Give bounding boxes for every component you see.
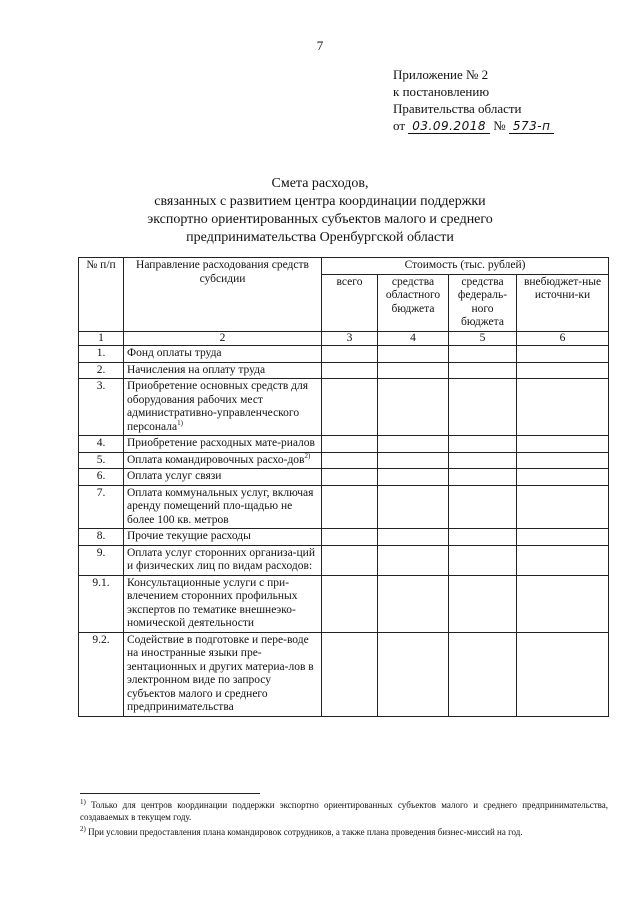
row-direction-text: Оплата коммунальных услуг, включая аренду помещений пло-щадью не более 100 кв. метров (127, 486, 314, 526)
title-line-1: Смета расходов, (271, 176, 369, 191)
empty-value-cell (322, 362, 378, 379)
row-number: 4. (79, 436, 124, 453)
table-row (79, 436, 609, 453)
empty-value-cell (449, 632, 517, 716)
footnote-2 (80, 827, 608, 839)
row-direction-text: Приобретение расходных мате-риалов (127, 437, 315, 449)
empty-value-cell (378, 452, 449, 469)
empty-value-cell (517, 469, 609, 486)
empty-value-cell (449, 575, 517, 632)
index-cell: 3 (322, 331, 378, 346)
number-label: № (493, 118, 506, 133)
appendix-line-3: Правительства области (393, 101, 522, 116)
row-direction-text: Содействие в подготовке и пере-воде на иностранные языки пре-зентационных и других материа-лов в электронном виде по запросу субъектов малого и среднего предпринимательства (127, 633, 314, 713)
empty-value-cell (449, 529, 517, 546)
footnote-1-text: Только для центров координации поддержки экспортно ориентированных субъектов малого и среднего предпринимательства, создаваемых в текущем году. (80, 800, 608, 822)
empty-value-cell (378, 346, 449, 363)
row-direction-text: Консультационные услуги с при-влечением сторонних профильных экспертов по тематике внешнеэко-номической деятельности (127, 576, 298, 629)
appendix-line-1: Приложение № 2 (393, 67, 489, 82)
empty-value-cell (378, 545, 449, 575)
empty-value-cell (322, 485, 378, 529)
empty-value-cell (322, 379, 378, 436)
row-direction-text: Фонд оплаты труда (127, 347, 222, 359)
header-federal: средства федераль-ного бюджета (449, 274, 517, 331)
table-row (79, 545, 609, 575)
empty-value-cell (517, 452, 609, 469)
row-number: 9. (79, 545, 124, 575)
empty-value-cell (378, 485, 449, 529)
empty-value-cell (322, 545, 378, 575)
empty-value-cell (378, 529, 449, 546)
empty-value-cell (449, 452, 517, 469)
empty-value-cell (449, 362, 517, 379)
row-number: 5. (79, 452, 124, 469)
empty-value-cell (322, 452, 378, 469)
appendix-block (393, 66, 554, 135)
table-row (79, 379, 609, 436)
empty-value-cell (517, 529, 609, 546)
row-direction (124, 379, 322, 436)
header-total: всего (322, 274, 378, 331)
index-cell: 1 (79, 331, 124, 346)
row-number: 9.1. (79, 575, 124, 632)
row-direction (124, 362, 322, 379)
empty-value-cell (322, 436, 378, 453)
empty-value-cell (322, 346, 378, 363)
row-direction-text: Приобретение основных средств для оборудования рабочих мест административно-управленческого персонала (127, 380, 309, 433)
row-direction (124, 436, 322, 453)
title-line-3: экспортно ориентированных субъектов малого и среднего (147, 212, 493, 227)
row-number: 2. (79, 362, 124, 379)
row-direction-text: Оплата командировочных расхо-дов (127, 453, 305, 466)
empty-value-cell (449, 485, 517, 529)
footnote-ref: 2) (304, 451, 311, 460)
empty-value-cell (378, 362, 449, 379)
table-row (79, 469, 609, 486)
table-row (79, 452, 609, 469)
document-title (0, 175, 640, 247)
empty-value-cell (378, 436, 449, 453)
empty-value-cell (517, 436, 609, 453)
footnotes (80, 800, 608, 843)
footnote-2-mark: 2) (80, 825, 86, 833)
row-direction-text: Прочие текущие расходы (127, 530, 251, 542)
table-row (79, 632, 609, 716)
index-cell: 6 (517, 331, 609, 346)
row-number: 7. (79, 485, 124, 529)
row-number: 9.2. (79, 632, 124, 716)
footnote-1 (80, 800, 608, 823)
row-number: 3. (79, 379, 124, 436)
header-cost: Стоимость (тыс. рублей) (322, 258, 609, 275)
empty-value-cell (322, 575, 378, 632)
row-direction-text: Начисления на оплату труда (127, 363, 266, 376)
empty-value-cell (378, 379, 449, 436)
row-direction-text: Оплата услуг сторонних организа-ций и физических лиц по видам расходов: (127, 546, 315, 572)
table-row (79, 362, 609, 379)
row-number: 8. (79, 529, 124, 546)
empty-value-cell (517, 545, 609, 575)
footnote-2-text: При условии предоставления плана командировок сотрудников, а также плана проведения бизнес-миссий на год. (88, 827, 523, 837)
empty-value-cell (449, 379, 517, 436)
row-number: 1. (79, 346, 124, 363)
empty-value-cell (449, 436, 517, 453)
footnote-1-mark: 1) (80, 798, 86, 806)
row-direction-text: Оплата услуг связи (127, 470, 222, 482)
empty-value-cell (517, 362, 609, 379)
footnote-ref: 1) (177, 418, 183, 427)
row-direction (124, 545, 322, 575)
empty-value-cell (378, 469, 449, 486)
from-label: от (393, 118, 406, 133)
index-cell: 5 (449, 331, 517, 346)
empty-value-cell (449, 346, 517, 363)
title-line-4: предпринимательства Оренбургской области (186, 230, 454, 245)
row-direction (124, 485, 322, 529)
title-line-2: связанных с развитием центра координации поддержки (154, 194, 486, 209)
empty-value-cell (517, 485, 609, 529)
header-regional: средства областного бюджета (378, 274, 449, 331)
empty-value-cell (517, 346, 609, 363)
row-direction (124, 452, 322, 469)
table-row (79, 575, 609, 632)
index-cell: 4 (378, 331, 449, 346)
index-cell: 2 (124, 331, 322, 346)
empty-value-cell (517, 575, 609, 632)
empty-value-cell (378, 575, 449, 632)
cost-estimate-table (78, 257, 609, 717)
row-direction (124, 469, 322, 486)
empty-value-cell (449, 545, 517, 575)
index-row (79, 331, 609, 346)
handwritten-number: 573-п (509, 119, 555, 134)
row-direction (124, 632, 322, 716)
row-number: 6. (79, 469, 124, 486)
empty-value-cell (322, 632, 378, 716)
empty-value-cell (322, 469, 378, 486)
header-offbudget: внебюджет-ные источни-ки (517, 274, 609, 331)
table-row (79, 529, 609, 546)
appendix-date-line (393, 117, 554, 135)
footnote-divider (80, 793, 260, 794)
row-direction (124, 529, 322, 546)
empty-value-cell (378, 632, 449, 716)
appendix-line-2: к постановлению (393, 84, 490, 99)
empty-value-cell (517, 632, 609, 716)
page-number: 7 (316, 38, 324, 53)
row-direction (124, 575, 322, 632)
empty-value-cell (449, 469, 517, 486)
row-direction (124, 346, 322, 363)
table-row (79, 485, 609, 529)
header-direction: Направление расходования средств субсидии (124, 258, 322, 332)
empty-value-cell (517, 379, 609, 436)
handwritten-date: 03.09.2018 (408, 119, 490, 134)
empty-value-cell (322, 529, 378, 546)
header-num: № п/п (79, 258, 124, 332)
table-row (79, 346, 609, 363)
